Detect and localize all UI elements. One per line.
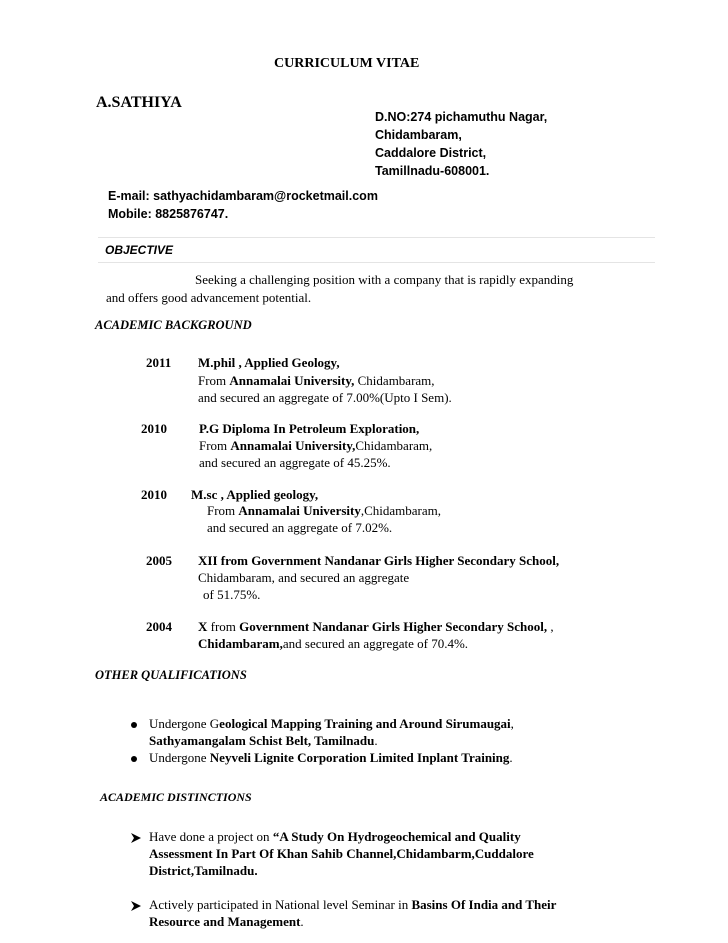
qualification-line: Sathyamangalam Schist Belt, Tamilnadu. (149, 733, 378, 748)
education-score: and secured an aggregate of 45.25%. (199, 455, 391, 470)
education-institution: From Annamalai University, Chidambaram, (198, 373, 435, 388)
bullet-icon (131, 722, 137, 728)
arrow-bullet-icon (130, 832, 142, 844)
distinction-line: Have done a project on “A Study On Hydrogeochemical and Quality (149, 829, 521, 844)
address-line: Chidambaram, (375, 128, 462, 142)
education-degree: X from Government Nandanar Girls Higher Secondary School, , (198, 619, 554, 634)
education-institution: From Annamalai University,Chidambaram, (207, 503, 441, 518)
education-year: 2004 (146, 619, 172, 634)
academic-background-heading: ACADEMIC BACKGROUND (95, 318, 252, 332)
education-degree: M.phil , Applied Geology, (198, 355, 340, 370)
distinction-line: Resource and Management. (149, 914, 304, 929)
education-score: Chidambaram,and secured an aggregate of 70.4%. (198, 636, 469, 651)
distinction-line: Assessment In Part Of Khan Sahib Channel,Chidambarm,Cuddalore (149, 846, 534, 861)
education-degree: M.sc , Applied geology, (191, 487, 319, 502)
education-institution: From Annamalai University,Chidambaram, (199, 438, 433, 453)
education-year: 2005 (146, 553, 172, 568)
education-score: and secured an aggregate of 7.00%(Upto I Sem). (198, 390, 452, 405)
address-line: D.NO:274 pichamuthu Nagar, (375, 110, 548, 124)
candidate-name: A.SATHIYA (96, 94, 182, 111)
objective-heading: OBJECTIVE (105, 243, 174, 257)
bullet-icon (131, 756, 137, 762)
mobile-text: Mobile: 8825876747. (108, 207, 229, 221)
address-line: Tamillnadu-608001. (375, 164, 490, 178)
education-year: 2010 (141, 487, 167, 502)
objective-divider (98, 237, 655, 263)
education-degree: P.G Diploma In Petroleum Exploration, (199, 421, 420, 436)
objective-text-line: and offers good advancement potential. (106, 290, 312, 305)
education-year: 2010 (141, 421, 167, 436)
distinction-line: Actively participated in National level Seminar in Basins Of India and Their (149, 897, 557, 912)
academic-distinctions-heading: ACADEMIC DISTINCTIONS (100, 790, 252, 804)
education-score: of 51.75%. (203, 587, 261, 602)
qualification-line: Undergone Geological Mapping Training and Around Sirumaugai, (149, 716, 514, 731)
education-degree: XII from Government Nandanar Girls Higher Secondary School, (198, 553, 560, 568)
qualification-line: Undergone Neyveli Lignite Corporation Limited Inplant Training. (149, 750, 513, 765)
other-qualifications-heading: OTHER QUALIFICATIONS (95, 668, 247, 682)
education-year: 2011 (146, 355, 172, 370)
arrow-bullet-icon (130, 900, 142, 912)
address-line: Caddalore District, (375, 146, 487, 160)
objective-text-line: Seeking a challenging position with a company that is rapidly expanding (195, 272, 574, 287)
distinction-line: District,Tamilnadu. (149, 863, 258, 878)
education-score: and secured an aggregate of 7.02%. (207, 520, 393, 535)
email-text: E-mail: sathyachidambaram@rocketmail.com (108, 189, 378, 203)
education-institution: Chidambaram, and secured an aggregate (198, 570, 410, 585)
document-title: CURRICULUM VITAE (274, 56, 420, 71)
